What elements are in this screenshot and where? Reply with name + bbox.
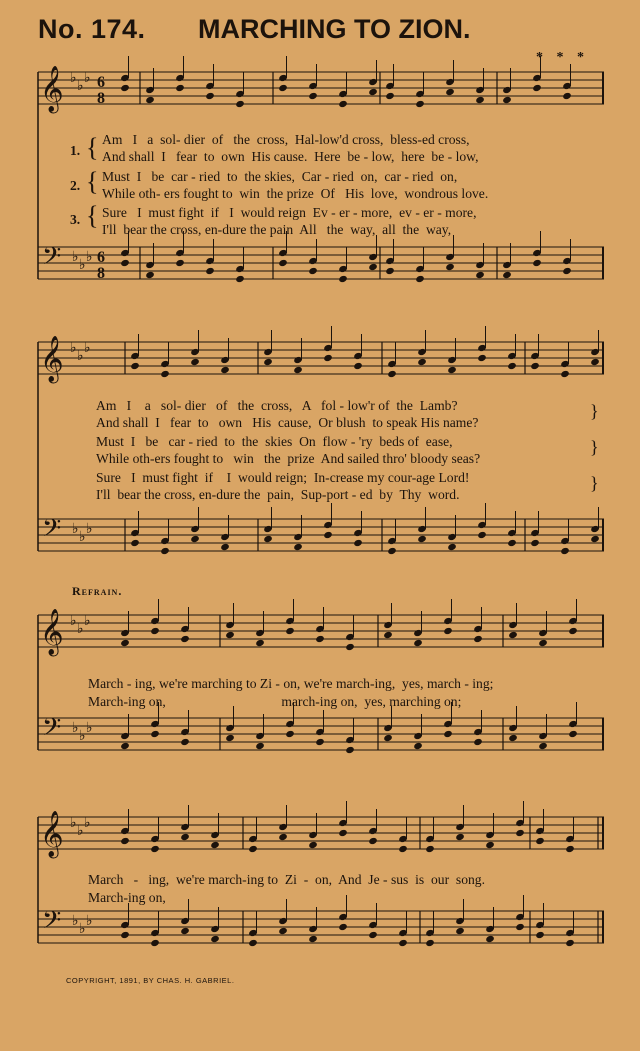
note-head (455, 833, 465, 841)
flat-icon: ♭ (79, 529, 86, 545)
flat-icon: ♭ (79, 728, 86, 744)
note-head (385, 267, 395, 275)
note-head (385, 92, 395, 100)
note-head (565, 845, 575, 853)
hymn-title: MARCHING TO ZION. (198, 14, 471, 44)
time-signature: 6 (97, 74, 105, 91)
note-head (285, 730, 295, 738)
note-head (535, 931, 545, 939)
note-head (568, 730, 578, 738)
note-head (443, 627, 453, 635)
verse-brace-1: { (86, 133, 99, 162)
note-head (338, 923, 348, 931)
note-head (150, 730, 160, 738)
lyric-line: March - ing, we're march-ing to Zi - on, And Je - sus is our song. (88, 872, 485, 887)
note-head (445, 263, 455, 271)
note-head (413, 742, 423, 750)
verse-brace-right: } (590, 473, 599, 493)
flat-icon: ♭ (72, 720, 79, 736)
note-head (308, 92, 318, 100)
copyright-notice: COPYRIGHT, 1891, BY CHAS. H. GABRIEL. (66, 976, 235, 985)
note-head (473, 738, 483, 746)
bass-clef-icon: 𝄢 (42, 514, 62, 549)
verse-brace-right: } (590, 401, 599, 421)
flat-icon: ♭ (84, 613, 91, 629)
flat-icon: ♭ (86, 913, 93, 929)
note-head (508, 734, 518, 742)
note-head (120, 837, 130, 845)
note-head (150, 939, 160, 947)
note-head (120, 742, 130, 750)
note-head (383, 631, 393, 639)
note-head (323, 531, 333, 539)
note-head (285, 627, 295, 635)
note-head (160, 370, 170, 378)
note-head (562, 92, 572, 100)
note-head (120, 259, 130, 267)
bass-clef-icon: 𝄢 (42, 906, 62, 941)
note-head (447, 366, 457, 374)
tempo-stars: * * * (536, 50, 589, 65)
note-head (532, 259, 542, 267)
note-head (263, 358, 273, 366)
note-head (145, 96, 155, 104)
note-head (180, 635, 190, 643)
note-head (387, 547, 397, 555)
note-head (180, 738, 190, 746)
flat-icon: ♭ (77, 348, 84, 364)
flat-icon: ♭ (84, 70, 91, 86)
note-head (353, 362, 363, 370)
note-head (308, 267, 318, 275)
note-head (455, 927, 465, 935)
treble-clef-icon: 𝄞 (40, 336, 64, 382)
note-head (190, 358, 200, 366)
flat-icon: ♭ (79, 921, 86, 937)
note-head (220, 366, 230, 374)
note-head (130, 539, 140, 547)
note-head (508, 631, 518, 639)
note-head (502, 96, 512, 104)
note-head (293, 543, 303, 551)
hymn-number: No. 174. (38, 14, 146, 44)
lyric-line: Must I be car - ried to the skies On flow - 'ry beds of ease, (96, 434, 453, 449)
note-head (387, 370, 397, 378)
note-head (417, 358, 427, 366)
note-head (425, 845, 435, 853)
note-head (235, 275, 245, 283)
note-head (415, 100, 425, 108)
note-head (590, 358, 600, 366)
note-head (475, 271, 485, 279)
time-signature: 8 (97, 90, 105, 107)
note-head (560, 370, 570, 378)
flat-icon: ♭ (72, 913, 79, 929)
lyric-line: Sure I must fight if I would reign; In-crease my cour-age Lord! (96, 470, 470, 485)
note-head (515, 923, 525, 931)
note-head (255, 639, 265, 647)
flat-icon: ♭ (70, 340, 77, 356)
note-head (338, 275, 348, 283)
note-head (180, 927, 190, 935)
note-head (538, 742, 548, 750)
note-head (345, 643, 355, 651)
flat-icon: ♭ (77, 621, 84, 637)
treble-clef-icon: 𝄞 (40, 66, 64, 112)
lyric-line: And shall I fear to own His cause. Here be - low, here be - low, (102, 149, 479, 164)
lyric-line: March-ing on, (88, 890, 166, 905)
lyric-line: While oth-ers fought to win the prize And sailed thro' bloody seas? (96, 451, 481, 466)
verse-brace-2: { (86, 167, 99, 196)
note-head (150, 845, 160, 853)
note-head (190, 535, 200, 543)
note-head (278, 84, 288, 92)
note-head (120, 639, 130, 647)
bass-clef-icon: 𝄢 (42, 242, 62, 277)
treble-clef-icon: 𝄞 (40, 811, 64, 857)
note-head (353, 539, 363, 547)
note-head (530, 539, 540, 547)
note-head (210, 841, 220, 849)
note-head (445, 88, 455, 96)
lyric-line: Must I be car - ried to the skies, Car - ried on, car - ried on, (102, 169, 458, 184)
verse-number-3: 3. (70, 212, 81, 227)
flat-icon: ♭ (86, 249, 93, 265)
note-head (308, 841, 318, 849)
flat-icon: ♭ (84, 340, 91, 356)
flat-icon: ♭ (70, 70, 77, 86)
note-head (175, 259, 185, 267)
note-head (248, 939, 258, 947)
flat-icon: ♭ (84, 815, 91, 831)
verse-brace-3: { (86, 201, 99, 230)
note-head (255, 742, 265, 750)
note-head (532, 84, 542, 92)
time-signature: 8 (97, 265, 105, 282)
note-head (415, 275, 425, 283)
time-signature: 6 (97, 249, 105, 266)
note-head (345, 746, 355, 754)
note-head (160, 547, 170, 555)
note-head (145, 271, 155, 279)
flat-icon: ♭ (72, 521, 79, 537)
note-head (120, 84, 130, 92)
verse-number-1: 1. (70, 143, 81, 158)
treble-clef-icon: 𝄞 (40, 609, 64, 655)
bass-clef-icon: 𝄢 (42, 713, 62, 748)
flat-icon: ♭ (86, 720, 93, 736)
flat-icon: ♭ (70, 613, 77, 629)
note-head (323, 354, 333, 362)
flat-icon: ♭ (77, 823, 84, 839)
note-head (417, 535, 427, 543)
lyric-line: Am I a sol- dier of the cross, Hal-low'd cross, bless-ed cross, (102, 132, 470, 147)
lyric-line: And shall I fear to own His cause, Or blush to speak His name? (96, 415, 479, 430)
note-head (515, 829, 525, 837)
note-head (477, 531, 487, 539)
note-head (150, 627, 160, 635)
note-head (308, 935, 318, 943)
note-head (130, 362, 140, 370)
note-head (502, 271, 512, 279)
note-head (338, 100, 348, 108)
note-head (263, 535, 273, 543)
note-head (220, 543, 230, 551)
note-head (338, 829, 348, 837)
note-head (368, 88, 378, 96)
lyric-line: I'll bear the cross, en-dure the pain, Sup-port - ed by Thy word. (96, 487, 460, 502)
lyric-line: March-ing on, march-ing on, yes, marching on; (88, 694, 462, 709)
note-head (413, 639, 423, 647)
flat-icon: ♭ (86, 521, 93, 537)
note-head (447, 543, 457, 551)
note-head (507, 539, 517, 547)
note-head (398, 845, 408, 853)
note-head (565, 939, 575, 947)
flat-icon: ♭ (77, 78, 84, 94)
note-head (315, 738, 325, 746)
note-head (530, 362, 540, 370)
note-head (485, 935, 495, 943)
lyric-line: I'll bear the cross, en-dure the pain All the way, all the way, (102, 222, 452, 237)
note-head (560, 547, 570, 555)
lyric-line: Am I a sol- dier of the cross, A fol - low'r of the Lamb? (96, 398, 458, 413)
note-head (278, 927, 288, 935)
flat-icon: ♭ (79, 257, 86, 273)
note-head (278, 259, 288, 267)
verse-brace-right: } (590, 437, 599, 457)
note-head (562, 267, 572, 275)
note-head (398, 939, 408, 947)
verse-number-2: 2. (70, 178, 81, 193)
note-head (485, 841, 495, 849)
note-head (473, 635, 483, 643)
note-head (248, 845, 258, 853)
refrain-label: Refrain. (72, 584, 123, 598)
note-head (225, 734, 235, 742)
lyric-line: March - ing, we're marching to Zi - on, we're march-ing, yes, march - ing; (88, 676, 494, 691)
note-head (278, 833, 288, 841)
note-head (383, 734, 393, 742)
note-head (180, 833, 190, 841)
note-head (235, 100, 245, 108)
note-head (477, 354, 487, 362)
note-head (175, 84, 185, 92)
note-head (205, 92, 215, 100)
note-head (315, 635, 325, 643)
note-head (535, 837, 545, 845)
flat-icon: ♭ (72, 249, 79, 265)
note-head (210, 935, 220, 943)
note-head (507, 362, 517, 370)
note-head (368, 263, 378, 271)
lyric-line: While oth- ers fought to win the prize Of His love, wondrous love. (102, 186, 489, 201)
note-head (368, 931, 378, 939)
note-head (293, 366, 303, 374)
flat-icon: ♭ (70, 815, 77, 831)
note-head (120, 931, 130, 939)
note-head (425, 939, 435, 947)
note-head (568, 627, 578, 635)
lyric-line: Sure I must fight if I would reign Ev - er - more, ev - er - more, (102, 205, 477, 220)
note-head (443, 730, 453, 738)
note-head (475, 96, 485, 104)
note-head (538, 639, 548, 647)
note-head (368, 837, 378, 845)
note-head (205, 267, 215, 275)
note-head (225, 631, 235, 639)
note-head (590, 535, 600, 543)
